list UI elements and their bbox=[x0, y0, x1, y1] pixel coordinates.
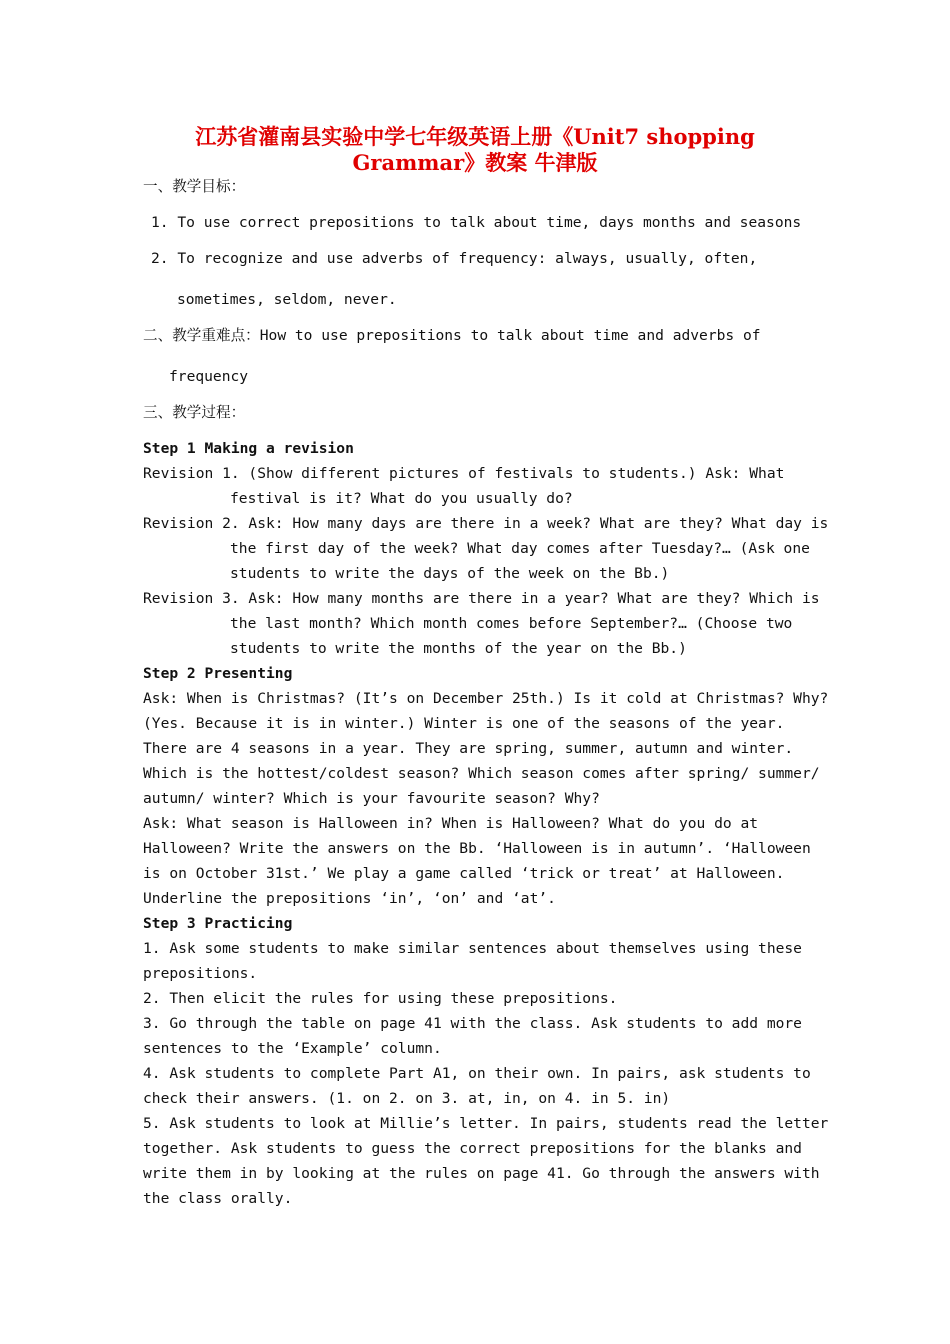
objective-2-line-2: sometimes, seldom, never. bbox=[177, 291, 397, 308]
step-3-line: 2. Then elicit the rules for using these prepositions. bbox=[143, 990, 618, 1007]
step-3-line: check their answers. (1. on 2. on 3. at, in, on 4. in 5. in) bbox=[143, 1090, 671, 1107]
revision-3-line-3: students to write the months of the year on the Bb.) bbox=[230, 640, 687, 657]
step-3-line: 3. Go through the table on page 41 with the class. Ask students to add more bbox=[143, 1015, 802, 1032]
step-1-heading: Step 1 Making a revision bbox=[143, 440, 354, 457]
step-3-line: prepositions. bbox=[143, 965, 258, 982]
step-3-heading: Step 3 Practicing bbox=[143, 915, 293, 932]
revision-3-line-1: Revision 3. Ask: How many months are there in a year? What are they? Which is bbox=[143, 590, 820, 607]
objective-1: 1. To use correct prepositions to talk about time, days months and seasons bbox=[151, 214, 802, 231]
document-title-line-1: 江苏省灌南县实验中学七年级英语上册《Unit7 shopping bbox=[195, 124, 755, 149]
step-3-line: the class orally. bbox=[143, 1190, 293, 1207]
step-2-line: Ask: When is Christmas? (It’s on December 25th.) Is it cold at Christmas? Why? bbox=[143, 690, 829, 707]
step-3-line: write them in by looking at the rules on page 41. Go through the answers with bbox=[143, 1165, 820, 1182]
step-2-line: Halloween? Write the answers on the Bb. ‘Halloween is in autumn’. ‘Halloween bbox=[143, 840, 811, 857]
section-2-line-1: 二、教学重难点：How to use prepositions to talk about time and adverbs of bbox=[143, 327, 761, 344]
revision-1-line-1: Revision 1. (Show different pictures of festivals to students.) Ask: What bbox=[143, 465, 785, 482]
step-2-line: There are 4 seasons in a year. They are spring, summer, autumn and winter. bbox=[143, 740, 794, 757]
step-2-line: is on October 31st.’ We play a game called ‘trick or treat’ at Halloween. bbox=[143, 865, 785, 882]
section-1-heading: 一、教学目标： bbox=[143, 178, 246, 195]
step-3-line: together. Ask students to guess the correct prepositions for the blanks and bbox=[143, 1140, 802, 1157]
revision-1-line-2: festival is it? What do you usually do? bbox=[230, 490, 573, 507]
step-3-line: 5. Ask students to look at Millie’s letter. In pairs, students read the letter bbox=[143, 1115, 829, 1132]
document-title-line-2: Grammar》教案 牛津版 bbox=[352, 150, 598, 175]
step-3-line: 1. Ask some students to make similar sentences about themselves using these bbox=[143, 940, 802, 957]
section-3-heading: 三、教学过程： bbox=[143, 404, 246, 421]
revision-2-line-1: Revision 2. Ask: How many days are there in a week? What are they? What day is bbox=[143, 515, 829, 532]
step-2-line: Underline the prepositions ‘in’, ‘on’ and ‘at’. bbox=[143, 890, 556, 907]
step-2-line: Which is the hottest/coldest season? Which season comes after spring/ summer/ bbox=[143, 765, 820, 782]
step-2-line: (Yes. Because it is in winter.) Winter is one of the seasons of the year. bbox=[143, 715, 785, 732]
revision-2-line-3: students to write the days of the week on the Bb.) bbox=[230, 565, 670, 582]
step-2-line: Ask: What season is Halloween in? When is Halloween? What do you do at bbox=[143, 815, 759, 832]
step-2-line: autumn/ winter? Which is your favourite season? Why? bbox=[143, 790, 600, 807]
step-3-line: 4. Ask students to complete Part A1, on their own. In pairs, ask students to bbox=[143, 1065, 811, 1082]
section-2-line-2: frequency bbox=[169, 368, 249, 385]
step-2-heading: Step 2 Presenting bbox=[143, 665, 293, 682]
objective-2-line-1: 2. To recognize and use adverbs of frequency: always, usually, often, bbox=[151, 250, 758, 267]
revision-2-line-2: the first day of the week? What day comes after Tuesday?… (Ask one bbox=[230, 540, 810, 557]
revision-3-line-2: the last month? Which month comes before September?… (Choose two bbox=[230, 615, 793, 632]
step-3-line: sentences to the ‘Example’ column. bbox=[143, 1040, 442, 1057]
